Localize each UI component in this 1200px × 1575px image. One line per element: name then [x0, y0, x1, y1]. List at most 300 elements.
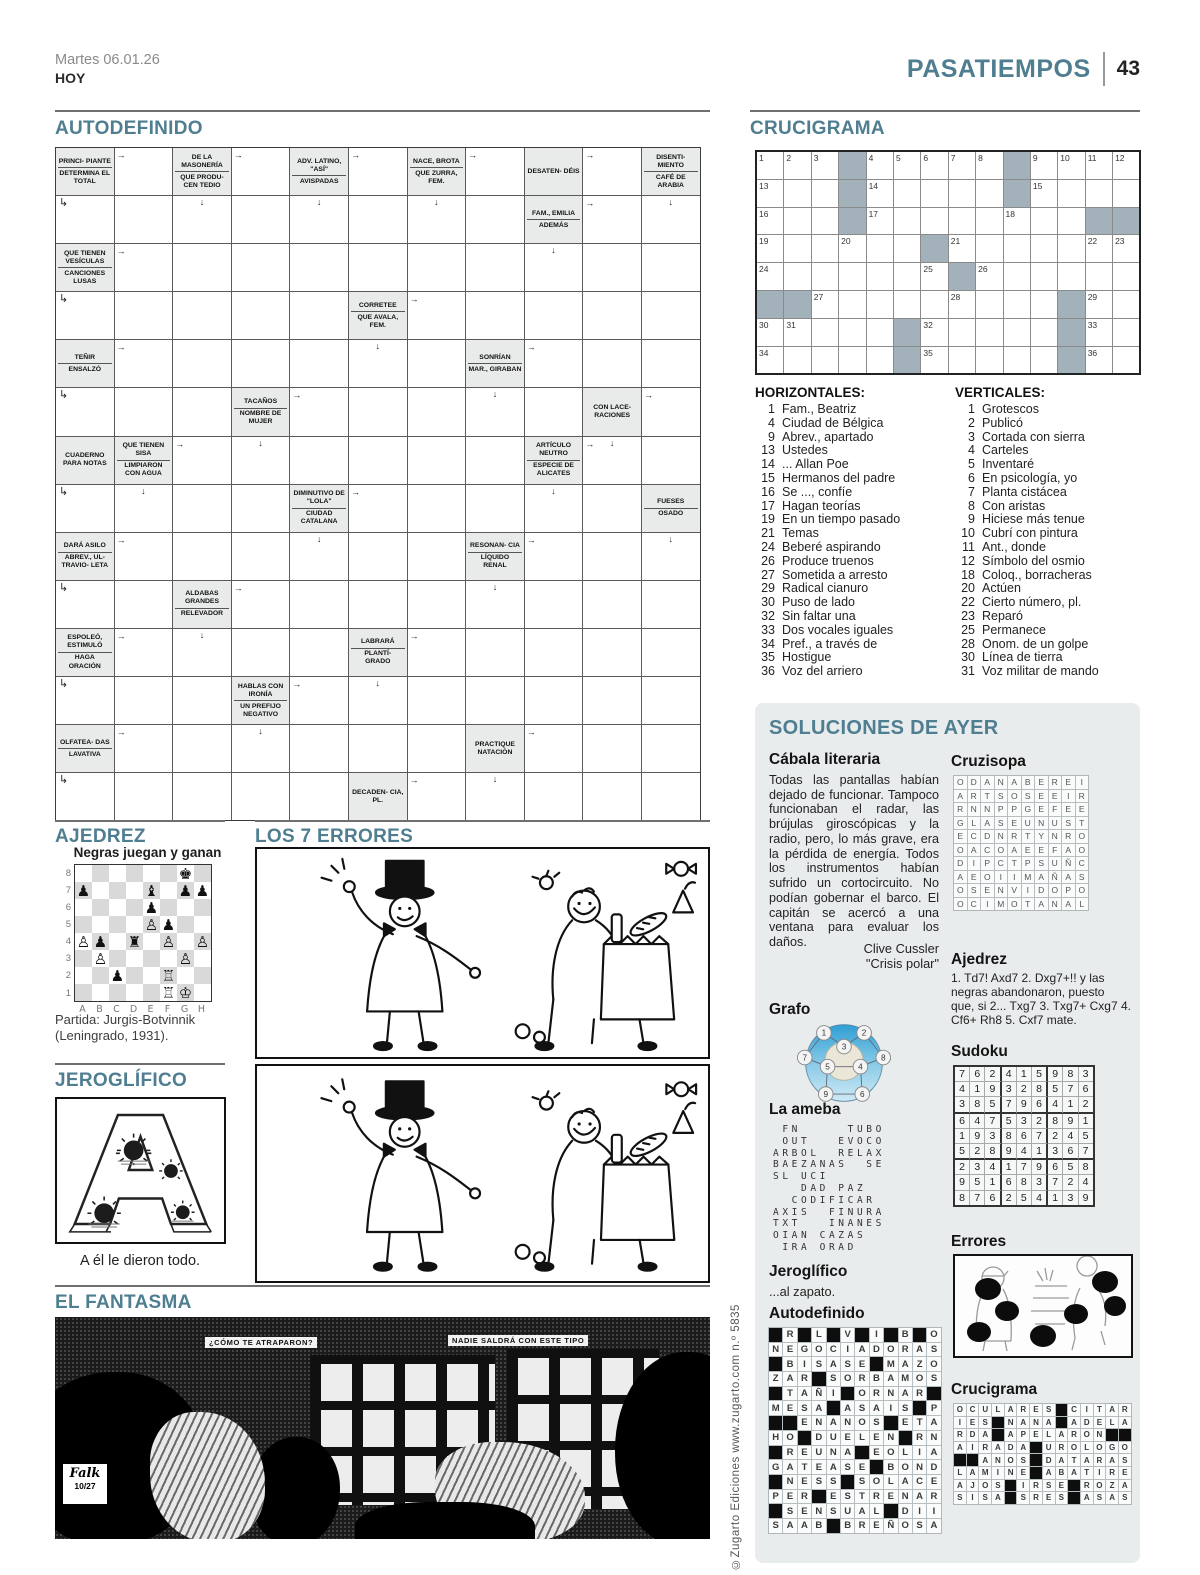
chess-piece: ♙ — [93, 949, 108, 968]
solution-black-cell — [913, 1401, 926, 1415]
crucigrama-cell — [976, 319, 1002, 346]
clue-item — [755, 555, 950, 569]
autodefinido-answer-cell — [290, 773, 348, 820]
chess-piece: ♟ — [161, 915, 176, 934]
solution-letter-cell: O — [927, 1328, 940, 1342]
sudoku-cell: 4 — [970, 1114, 985, 1129]
chess-square — [177, 899, 194, 916]
copyright-vertical-text: ©Zugarto Ediciones www.zugarto.com n.º 5835 — [730, 1304, 742, 1570]
crucigrama-cell — [921, 180, 947, 207]
clue-number: 1 — [768, 402, 775, 416]
solution-letter-cell: U — [812, 1446, 825, 1460]
solution-letter-cell: A — [927, 1519, 940, 1533]
solution-black-cell — [798, 1431, 811, 1445]
chess-square — [126, 899, 143, 916]
autodefinido-answer-cell — [466, 629, 524, 676]
crucigrama-cell — [976, 291, 1002, 318]
solution-letter-cell: A — [1005, 1429, 1017, 1441]
sudoku-cell: 7 — [955, 1067, 970, 1082]
solution-letter-cell: N — [884, 1387, 897, 1401]
sudoku-cell: 9 — [1048, 1067, 1063, 1082]
sudoku-cell: 6 — [1032, 1097, 1048, 1113]
arrow-icon: ↳ — [59, 774, 69, 787]
sudoku-cell: 8 — [955, 1191, 970, 1205]
file-label: C — [113, 1004, 120, 1015]
rank-label: 2 — [65, 970, 71, 981]
autodefinido-answer-cell — [115, 148, 173, 195]
crucigrama-cell — [1058, 180, 1084, 207]
solution-letter-cell: E — [1035, 844, 1048, 857]
autodefinido-answer-cell — [232, 244, 290, 291]
cell-number: 4 — [868, 153, 874, 163]
crucigrama-black-cell — [1058, 347, 1084, 374]
clue-item — [755, 527, 950, 541]
solution-letter-cell: O — [954, 776, 967, 789]
solution-letter-cell: N — [899, 1490, 912, 1504]
crucigrama-cell — [839, 263, 865, 290]
artist-signature — [61, 1462, 109, 1506]
solution-letter-cell: A — [1062, 844, 1075, 857]
clue-number: 15 — [761, 470, 775, 485]
autodefinido-clue-cell: PRACTIQUE NATACIÓN — [466, 725, 524, 772]
solution-letter-cell: S — [979, 1492, 991, 1504]
sudoku-cell: 2 — [985, 1067, 1001, 1082]
arrow-icon: → — [292, 679, 302, 690]
clue-item — [955, 444, 1150, 458]
autodefinido-answer-cell — [583, 196, 641, 243]
autodefinido-answer-cell — [408, 340, 466, 387]
chess-square — [92, 967, 109, 984]
solution-letter-cell: I — [968, 857, 981, 870]
chess-square — [143, 984, 160, 1001]
sudoku-cell: 4 — [1063, 1129, 1078, 1144]
solution-letter-cell: L — [968, 817, 981, 830]
solution-letter-cell: A — [1062, 898, 1075, 911]
rule — [55, 1285, 710, 1287]
crucigrama-cell — [894, 180, 920, 207]
solution-letter-cell: A — [1017, 1417, 1029, 1429]
autodefinido-clue-cell: CUADERNO PARA NOTAS — [56, 437, 114, 484]
solution-letter-cell: T — [1022, 830, 1035, 843]
arrow-icon: ↓ — [668, 533, 673, 544]
autodefinido-answer-cell — [583, 244, 641, 291]
solution-letter-cell: O — [1076, 884, 1089, 897]
arrow-icon: → — [643, 390, 653, 401]
cell-number: 25 — [923, 264, 933, 275]
clue-item — [755, 541, 950, 555]
chess-piece: ♟ — [144, 898, 159, 917]
clue-text: Cierto número, pl. — [982, 595, 1082, 610]
rule — [55, 1063, 225, 1065]
crucigrama-cell — [867, 208, 893, 235]
autodefinido-answer-cell — [56, 292, 114, 339]
crucigrama-cell — [757, 208, 783, 235]
solution-letter-cell: Ñ — [1062, 857, 1075, 870]
solution-letter-cell: U — [841, 1504, 854, 1518]
seven-errors-cartoon-top — [257, 849, 708, 1057]
solution-black-cell — [1068, 1480, 1080, 1492]
autodefinido-answer-cell — [232, 581, 290, 628]
crucigrama-cell — [1113, 347, 1139, 374]
grafo-heading: Grafo — [769, 1001, 811, 1018]
solution-letter-cell: E — [1022, 844, 1035, 857]
solution-letter-cell: V — [841, 1328, 854, 1342]
cell-number: 15 — [1032, 180, 1043, 191]
crucigrama-black-cell — [757, 291, 783, 318]
page-number: 43 — [1116, 57, 1140, 80]
arrow-icon: ↓ — [316, 533, 322, 544]
clue-number: 18 — [961, 567, 975, 582]
solution-letter-cell: N — [783, 1475, 796, 1489]
solution-black-cell — [913, 1328, 926, 1342]
autodefinido-answer-cell — [173, 388, 231, 435]
clue-number: 14 — [761, 457, 775, 472]
chess-piece: ♖ — [161, 966, 176, 985]
solution-letter-cell: E — [1062, 776, 1075, 789]
autodefinido-answer-cell — [408, 629, 466, 676]
chess-square — [143, 967, 160, 984]
crucigrama-cell — [812, 263, 838, 290]
solution-letter-cell: O — [981, 871, 994, 884]
arrow-icon: → — [116, 342, 126, 353]
solution-black-cell — [1005, 1492, 1017, 1504]
svg-text:9: 9 — [823, 1089, 829, 1099]
solution-letter-cell: O — [870, 1475, 883, 1489]
autodefinido-clue-cell: DESATEN- DÉIS — [525, 148, 583, 195]
autodefinido-answer-cell — [115, 388, 173, 435]
crucigrama-cell — [839, 291, 865, 318]
ameba-line: SL UCI — [773, 1171, 829, 1183]
crucigrama-cell — [812, 319, 838, 346]
solution-letter-cell: L — [1081, 1442, 1093, 1454]
solution-letter-cell: O — [1008, 898, 1021, 911]
solution-letter-cell: A — [979, 1429, 991, 1441]
autodefinido-answer-cell — [466, 581, 524, 628]
jeroglifico-caption: A él le dieron todo. — [79, 1253, 201, 1269]
crucigrama-cell — [839, 319, 865, 346]
autodefinido-answer-cell — [642, 292, 700, 339]
clue-text: Cortada con sierra — [982, 429, 1085, 444]
jeroglifico-title: JEROGLÍFICO — [55, 1070, 188, 1091]
autodefinido-answer-cell — [232, 148, 290, 195]
section-brand — [907, 52, 1140, 86]
chess-square — [75, 865, 92, 882]
solution-letter-cell: D — [968, 776, 981, 789]
solution-letter-cell: A — [899, 1475, 912, 1489]
solution-letter-cell: S — [1017, 1454, 1029, 1466]
arrow-icon: ↓ — [434, 197, 439, 208]
solution-letter-cell: P — [1062, 884, 1075, 897]
cell-number: 32 — [923, 319, 933, 330]
clue-number: 30 — [961, 650, 975, 665]
sudoku-cell: 9 — [1079, 1191, 1093, 1205]
sudoku-cell: 3 — [1079, 1067, 1093, 1082]
chess-square — [194, 950, 211, 967]
autodefinido-answer-cell — [408, 485, 466, 532]
autodefinido-answer-cell — [466, 437, 524, 484]
crucigrama-cell — [1086, 180, 1112, 207]
solution-letter-cell: I — [913, 1446, 926, 1460]
solution-letter-cell: R — [1094, 1454, 1106, 1466]
clue-text: Carteles — [982, 443, 1029, 458]
autodefinido-answer-cell — [232, 340, 290, 387]
solution-letter-cell: G — [1022, 803, 1035, 816]
autodefinido-clue-cell: TACAÑOS NOMBRE DE MUJER — [232, 388, 290, 435]
solution-black-cell — [855, 1328, 868, 1342]
autodefinido-answer-cell — [232, 533, 290, 580]
clue-text: Voz militar de mando — [982, 664, 1099, 679]
sudoku-cell: 3 — [1063, 1191, 1078, 1205]
sudoku-cell: 1 — [1048, 1191, 1063, 1205]
solution-letter-cell: O — [1005, 1454, 1017, 1466]
clue-item — [755, 582, 950, 596]
autodefinido-answer-cell — [642, 725, 700, 772]
svg-text:3: 3 — [841, 1042, 847, 1052]
clue-item — [955, 417, 1150, 431]
autodefinido-answer-cell — [525, 581, 583, 628]
arrow-icon: → — [585, 150, 595, 160]
solution-letter-cell: I — [967, 1442, 979, 1454]
clue-text: Publicó — [982, 415, 1023, 430]
sudoku-cell: 9 — [1063, 1114, 1078, 1129]
solution-letter-cell: A — [1043, 1467, 1055, 1479]
sudoku-cell: 6 — [955, 1114, 970, 1129]
chess-square — [92, 984, 109, 1001]
crucigrama-cell — [1058, 235, 1084, 262]
solution-letter-cell: O — [899, 1460, 912, 1474]
errores-solution — [953, 1254, 1133, 1358]
solution-letter-cell: E — [1062, 803, 1075, 816]
crucigrama-black-cell — [1086, 208, 1112, 235]
crucigrama-cell — [894, 208, 920, 235]
solution-letter-cell: R — [1081, 1480, 1093, 1492]
solution-letter-cell: S — [927, 1372, 940, 1386]
clue-item — [955, 624, 1150, 638]
solution-black-cell — [841, 1387, 854, 1401]
chess-square — [143, 865, 160, 882]
sudoku-cell: 2 — [1063, 1175, 1078, 1190]
solution-letter-cell: G — [769, 1460, 782, 1474]
svg-text:1: 1 — [821, 1028, 827, 1038]
svg-text:4: 4 — [858, 1062, 863, 1072]
cell-number: 1 — [759, 153, 764, 163]
chess-square — [109, 933, 126, 950]
cruzisopa-solution-grid — [953, 775, 1089, 911]
solution-letter-cell: U — [1043, 1442, 1055, 1454]
solution-letter-cell: Z — [769, 1372, 782, 1386]
chess-square — [92, 899, 109, 916]
cell-number: 14 — [868, 180, 879, 191]
clue-text: Permanece — [982, 622, 1046, 637]
solution-letter-cell: A — [798, 1519, 811, 1533]
solution-letter-cell: E — [827, 1490, 840, 1504]
autodefinido-clue-cell: TEÑIR ENSALZÓ — [56, 340, 114, 387]
sudoku-cell: 7 — [1032, 1129, 1048, 1144]
clue-number: 4 — [968, 443, 975, 458]
clue-number: 30 — [761, 595, 775, 610]
clue-item — [755, 665, 950, 679]
crucigrama-black-cell — [839, 180, 865, 207]
solution-black-cell — [1030, 1442, 1042, 1454]
arrow-icon: → — [526, 534, 536, 545]
solution-letter-cell: A — [899, 1357, 912, 1371]
sudoku-cell: 1 — [955, 1129, 970, 1144]
clue-item — [755, 417, 950, 431]
solution-letter-cell: S — [979, 1417, 991, 1429]
rank-label: 4 — [65, 936, 71, 947]
crucigrama-cell — [784, 180, 810, 207]
autodefinido-clue-cell: DIMINUTIVO DE "LOLA" CIUDAD CATALANA — [290, 485, 348, 532]
solution-letter-cell: A — [954, 1442, 966, 1454]
sudoku-cell: 8 — [970, 1097, 985, 1113]
clue-text: Hermanos del padre — [782, 470, 896, 485]
solution-letter-cell: A — [855, 1504, 868, 1518]
cell-number: 31 — [786, 319, 796, 330]
solution-letter-cell: L — [884, 1475, 897, 1489]
sudoku-cell: 9 — [970, 1129, 985, 1144]
chess-square — [75, 916, 92, 933]
crucigrama-cell — [921, 152, 947, 179]
solution-letter-cell: M — [995, 898, 1008, 911]
chess-square — [109, 916, 126, 933]
crucigrama-cell — [949, 291, 975, 318]
sudoku-cell: 4 — [955, 1082, 970, 1097]
solution-letter-cell: E — [1056, 1480, 1068, 1492]
solution-letter-cell: C — [995, 857, 1008, 870]
crucigrama-cell — [757, 319, 783, 346]
solution-letter-cell: U — [1049, 817, 1062, 830]
solution-letter-cell: C — [981, 844, 994, 857]
autodefinido-answer-cell — [642, 677, 700, 724]
solution-letter-cell: R — [1119, 1404, 1131, 1416]
solution-letter-cell: N — [1094, 1429, 1106, 1441]
chess-square — [143, 950, 160, 967]
crucigrama-cell — [757, 152, 783, 179]
autodefinido-answer-cell — [232, 485, 290, 532]
ameba-line: BAEZANAS SE — [773, 1159, 885, 1171]
solution-letter-cell: A — [1008, 844, 1021, 857]
clue-item — [955, 472, 1150, 486]
arrow-icon: ↓ — [551, 245, 556, 256]
crucigrama-cell — [867, 319, 893, 346]
clue-number: 31 — [961, 664, 975, 679]
sudoku-cell: 1 — [1063, 1097, 1078, 1113]
autodefinido-answer-cell — [408, 773, 466, 820]
clue-text: Radical cianuro — [782, 581, 869, 596]
solution-letter-cell: R — [1056, 1442, 1068, 1454]
solution-letter-cell: M — [769, 1401, 782, 1415]
cell-number: 35 — [923, 347, 933, 358]
rank-label: 6 — [65, 902, 71, 913]
solution-letter-cell: D — [1035, 884, 1048, 897]
autodefinido-answer-cell — [232, 437, 290, 484]
solution-letter-cell: P — [981, 857, 994, 870]
solution-letter-cell: N — [927, 1431, 940, 1445]
clue-item — [755, 513, 950, 527]
sudoku-cell: 7 — [1017, 1160, 1032, 1175]
solution-letter-cell: B — [1022, 776, 1035, 789]
solution-letter-cell: N — [913, 1460, 926, 1474]
crucigrama-cell — [757, 263, 783, 290]
autodefinido-answer-cell — [173, 244, 231, 291]
autodefinido-answer-cell — [349, 725, 407, 772]
arrow-icon: ↳ — [59, 678, 69, 691]
solution-black-cell — [827, 1328, 840, 1342]
ameba-line: OIAN CAZAS — [773, 1230, 867, 1242]
autodefinido-answer-cell — [642, 629, 700, 676]
solution-letter-cell: S — [1094, 1492, 1106, 1504]
autodefinido-answer-cell — [349, 388, 407, 435]
chess-square — [177, 933, 194, 950]
crucigrama-black-cell — [949, 263, 975, 290]
autodefinido-answer-cell — [173, 437, 231, 484]
sudoku-cell: 1 — [1032, 1144, 1048, 1160]
solution-letter-cell: Z — [1106, 1480, 1118, 1492]
autodefinido-answer-cell — [173, 725, 231, 772]
solution-letter-cell: I — [927, 1504, 940, 1518]
sudoku-cell: 4 — [1017, 1144, 1032, 1160]
solution-letter-cell: T — [913, 1416, 926, 1430]
crucigrama-cell — [894, 263, 920, 290]
chess-square — [177, 967, 194, 984]
solution-letter-cell: B — [884, 1460, 897, 1474]
crucigrama-cell — [921, 208, 947, 235]
solution-black-cell — [855, 1446, 868, 1460]
autodefinido-solution-grid — [768, 1327, 942, 1534]
solution-letter-cell: A — [855, 1343, 868, 1357]
chess-square — [92, 865, 109, 882]
solution-letter-cell: C — [968, 830, 981, 843]
solution-letter-cell: I — [913, 1504, 926, 1518]
sudoku-cell: 7 — [1079, 1144, 1093, 1160]
solution-letter-cell: E — [798, 1475, 811, 1489]
clue-text: Coloq., borracheras — [982, 567, 1092, 582]
solution-letter-cell: P — [995, 803, 1008, 816]
crucigrama-cell — [1113, 319, 1139, 346]
clue-number: 34 — [761, 636, 775, 651]
speech-text-left: ¿CÓMO TE ATRAPARON? — [205, 1337, 317, 1348]
solution-letter-cell: I — [995, 871, 1008, 884]
solution-letter-cell: L — [855, 1431, 868, 1445]
sudoku-cell: 5 — [1079, 1129, 1093, 1144]
arrow-icon: ↳ — [59, 293, 69, 306]
solution-letter-cell: N — [1005, 1467, 1017, 1479]
solution-black-cell — [899, 1431, 912, 1445]
solution-letter-cell: F — [1049, 803, 1062, 816]
autodefinido-clue-cell: DE LA MASONERÍA QUE PRODU- CEN TEDIO — [173, 148, 231, 195]
solution-black-cell — [1030, 1467, 1042, 1479]
solution-letter-cell: C — [968, 898, 981, 911]
chess-piece: ♝ — [144, 881, 159, 900]
sudoku-cell: 1 — [1002, 1160, 1017, 1175]
solution-letter-cell: L — [812, 1328, 825, 1342]
chess-square — [160, 865, 177, 882]
solution-letter-cell: D — [812, 1431, 825, 1445]
solution-letter-cell: R — [927, 1490, 940, 1504]
solution-letter-cell: O — [913, 1372, 926, 1386]
solution-letter-cell: O — [884, 1446, 897, 1460]
sudoku-cell: 5 — [1017, 1191, 1032, 1205]
ameba-line: AXIS FINURA — [773, 1206, 885, 1218]
autodefinido-title: AUTODEFINIDO — [55, 118, 203, 139]
solution-letter-cell: N — [812, 1504, 825, 1518]
autodefinido-clue-cell: SONRÍAN MAR., GIRABAN — [466, 340, 524, 387]
solution-letter-cell: A — [1035, 871, 1048, 884]
autodefinido-clue-cell: ADV. LATINO, "ASÍ" AVISPADAS — [290, 148, 348, 195]
solution-black-cell — [992, 1429, 1004, 1441]
solution-black-cell — [992, 1417, 1004, 1429]
solution-letter-cell: D — [927, 1460, 940, 1474]
